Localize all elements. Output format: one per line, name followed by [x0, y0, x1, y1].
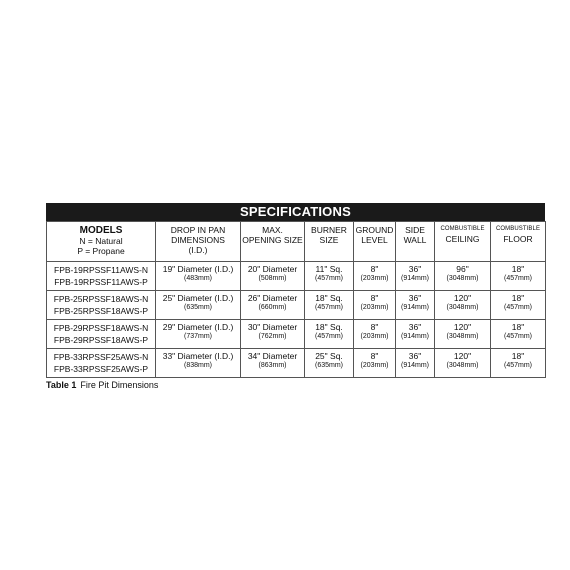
- cell-value-metric: (483mm): [183, 275, 212, 282]
- specifications-header: SPECIFICATIONS: [46, 203, 545, 221]
- cell-value-imperial: 8": [370, 351, 379, 361]
- cell-value-imperial: 34" Diameter: [247, 351, 298, 361]
- cell-value-imperial: 25" Diameter (I.D.): [162, 293, 234, 303]
- specifications-block: [46, 203, 545, 390]
- model-number: FPB-25RPSSF18AWS-N: [53, 294, 149, 304]
- cell-burner-size: [305, 262, 354, 291]
- model-number: FPB-29RPSSF18AWS-P: [53, 335, 149, 345]
- cell-side-wall: [396, 349, 435, 378]
- cell-ground-level: [354, 320, 396, 349]
- caption-label: Table 1: [46, 380, 77, 390]
- column-header-combustible-ceiling: COMBUSTIBLE CEILING: [435, 222, 491, 262]
- cell-value-metric: (203mm): [360, 362, 389, 369]
- cell-value-imperial: 96": [456, 264, 469, 274]
- column-header-combustible-floor: COMBUSTIBLE FLOOR: [491, 222, 546, 262]
- cell-value-metric: (3048mm): [446, 333, 479, 340]
- cell-value-imperial: 20" Diameter: [247, 264, 298, 274]
- cell-value-imperial: 36": [408, 351, 422, 361]
- cell-value-imperial: 18" Sq.: [315, 322, 343, 332]
- cell-value-metric: (457mm): [314, 304, 343, 311]
- cell-combustible-floor: [491, 291, 546, 320]
- table-row: [47, 291, 546, 320]
- cell-drop-in-pan: [156, 291, 241, 320]
- cell-value-metric: (457mm): [314, 275, 343, 282]
- cell-combustible-floor: [491, 320, 546, 349]
- table-row: [47, 349, 546, 378]
- cell-combustible-ceiling: [435, 320, 491, 349]
- cell-max-opening: [241, 349, 305, 378]
- model-number: FPB-33RPSSF25AWS-N: [53, 352, 149, 362]
- cell-value-metric: (457mm): [503, 362, 532, 369]
- cell-value-metric: (508mm): [258, 275, 287, 282]
- table-row: [47, 320, 546, 349]
- table-header-row: [47, 222, 546, 262]
- cell-max-opening: [241, 262, 305, 291]
- cell-drop-in-pan: [156, 262, 241, 291]
- specifications-table: [46, 221, 546, 378]
- cell-value-imperial: 36": [408, 322, 422, 332]
- cell-drop-in-pan: [156, 349, 241, 378]
- cell-side-wall: [396, 320, 435, 349]
- cell-value-metric: (914mm): [400, 304, 429, 311]
- cell-combustible-ceiling: [435, 262, 491, 291]
- column-header-models: MODELS N = Natural P = Propane: [47, 222, 156, 262]
- cell-value-metric: (457mm): [314, 333, 343, 340]
- caption-text: Fire Pit Dimensions: [80, 380, 159, 390]
- column-header-max-opening: MAX. OPENING SIZE: [241, 222, 305, 262]
- cell-value-imperial: 25" Sq.: [315, 351, 343, 361]
- cell-value-metric: (914mm): [400, 275, 429, 282]
- cell-value-metric: (203mm): [360, 275, 389, 282]
- cell-value-imperial: 11" Sq.: [315, 264, 343, 274]
- cell-value-imperial: 8": [370, 264, 379, 274]
- cell-value-metric: (660mm): [258, 304, 287, 311]
- cell-value-metric: (457mm): [503, 304, 532, 311]
- cell-value-metric: (635mm): [183, 304, 212, 311]
- cell-value-metric: (737mm): [183, 333, 212, 340]
- cell-value-metric: (914mm): [400, 362, 429, 369]
- model-number: FPB-25RPSSF18AWS-P: [53, 306, 149, 316]
- cell-combustible-ceiling: [435, 349, 491, 378]
- cell-side-wall: [396, 291, 435, 320]
- cell-value-metric: (635mm): [314, 362, 343, 369]
- cell-ground-level: [354, 262, 396, 291]
- cell-max-opening: [241, 320, 305, 349]
- table-caption: [46, 380, 545, 390]
- cell-value-imperial: 8": [370, 322, 379, 332]
- cell-value-metric: (3048mm): [446, 304, 479, 311]
- cell-models: [47, 291, 156, 320]
- cell-combustible-floor: [491, 262, 546, 291]
- cell-burner-size: [305, 291, 354, 320]
- cell-value-imperial: 26" Diameter: [247, 293, 298, 303]
- cell-combustible-ceiling: [435, 291, 491, 320]
- cell-value-metric: (203mm): [360, 333, 389, 340]
- cell-drop-in-pan: [156, 320, 241, 349]
- column-header-drop-in-pan: DROP IN PAN DIMENSIONS (I.D.): [156, 222, 241, 262]
- column-header-ground-level: GROUND LEVEL: [354, 222, 396, 262]
- cell-value-imperial: 19" Diameter (I.D.): [162, 264, 234, 274]
- cell-value-imperial: 33" Diameter (I.D.): [162, 351, 234, 361]
- cell-value-metric: (457mm): [503, 275, 532, 282]
- cell-value-imperial: 18": [511, 351, 525, 361]
- model-number: FPB-29RPSSF18AWS-N: [53, 323, 149, 333]
- cell-value-imperial: 29" Diameter (I.D.): [162, 322, 234, 332]
- cell-max-opening: [241, 291, 305, 320]
- cell-value-imperial: 120": [453, 322, 472, 332]
- cell-combustible-floor: [491, 349, 546, 378]
- cell-value-imperial: 18": [511, 293, 525, 303]
- cell-value-metric: (762mm): [258, 333, 287, 340]
- cell-models: [47, 320, 156, 349]
- cell-burner-size: [305, 349, 354, 378]
- cell-value-imperial: 18": [511, 264, 525, 274]
- column-header-side-wall: SIDE WALL: [396, 222, 435, 262]
- column-header-burner-size: BURNER SIZE: [305, 222, 354, 262]
- cell-value-metric: (914mm): [400, 333, 429, 340]
- cell-value-metric: (838mm): [183, 362, 212, 369]
- cell-value-metric: (3048mm): [446, 275, 479, 282]
- model-number: FPB-19RPSSF11AWS-N: [54, 265, 148, 275]
- model-number: FPB-19RPSSF11AWS-P: [54, 277, 148, 287]
- cell-side-wall: [396, 262, 435, 291]
- cell-models: [47, 262, 156, 291]
- cell-value-metric: (863mm): [258, 362, 287, 369]
- cell-value-imperial: 36": [408, 293, 422, 303]
- cell-value-imperial: 18" Sq.: [315, 293, 343, 303]
- cell-value-metric: (457mm): [503, 333, 532, 340]
- cell-ground-level: [354, 291, 396, 320]
- cell-burner-size: [305, 320, 354, 349]
- table-row: [47, 262, 546, 291]
- cell-value-imperial: 8": [370, 293, 379, 303]
- cell-value-imperial: 30" Diameter: [247, 322, 298, 332]
- cell-value-imperial: 120": [453, 293, 472, 303]
- cell-ground-level: [354, 349, 396, 378]
- cell-value-imperial: 36": [408, 264, 422, 274]
- cell-value-imperial: 120": [453, 351, 472, 361]
- cell-value-metric: (203mm): [360, 304, 389, 311]
- cell-value-metric: (3048mm): [446, 362, 479, 369]
- model-number: FPB-33RPSSF25AWS-P: [53, 364, 149, 374]
- cell-value-imperial: 18": [511, 322, 525, 332]
- cell-models: [47, 349, 156, 378]
